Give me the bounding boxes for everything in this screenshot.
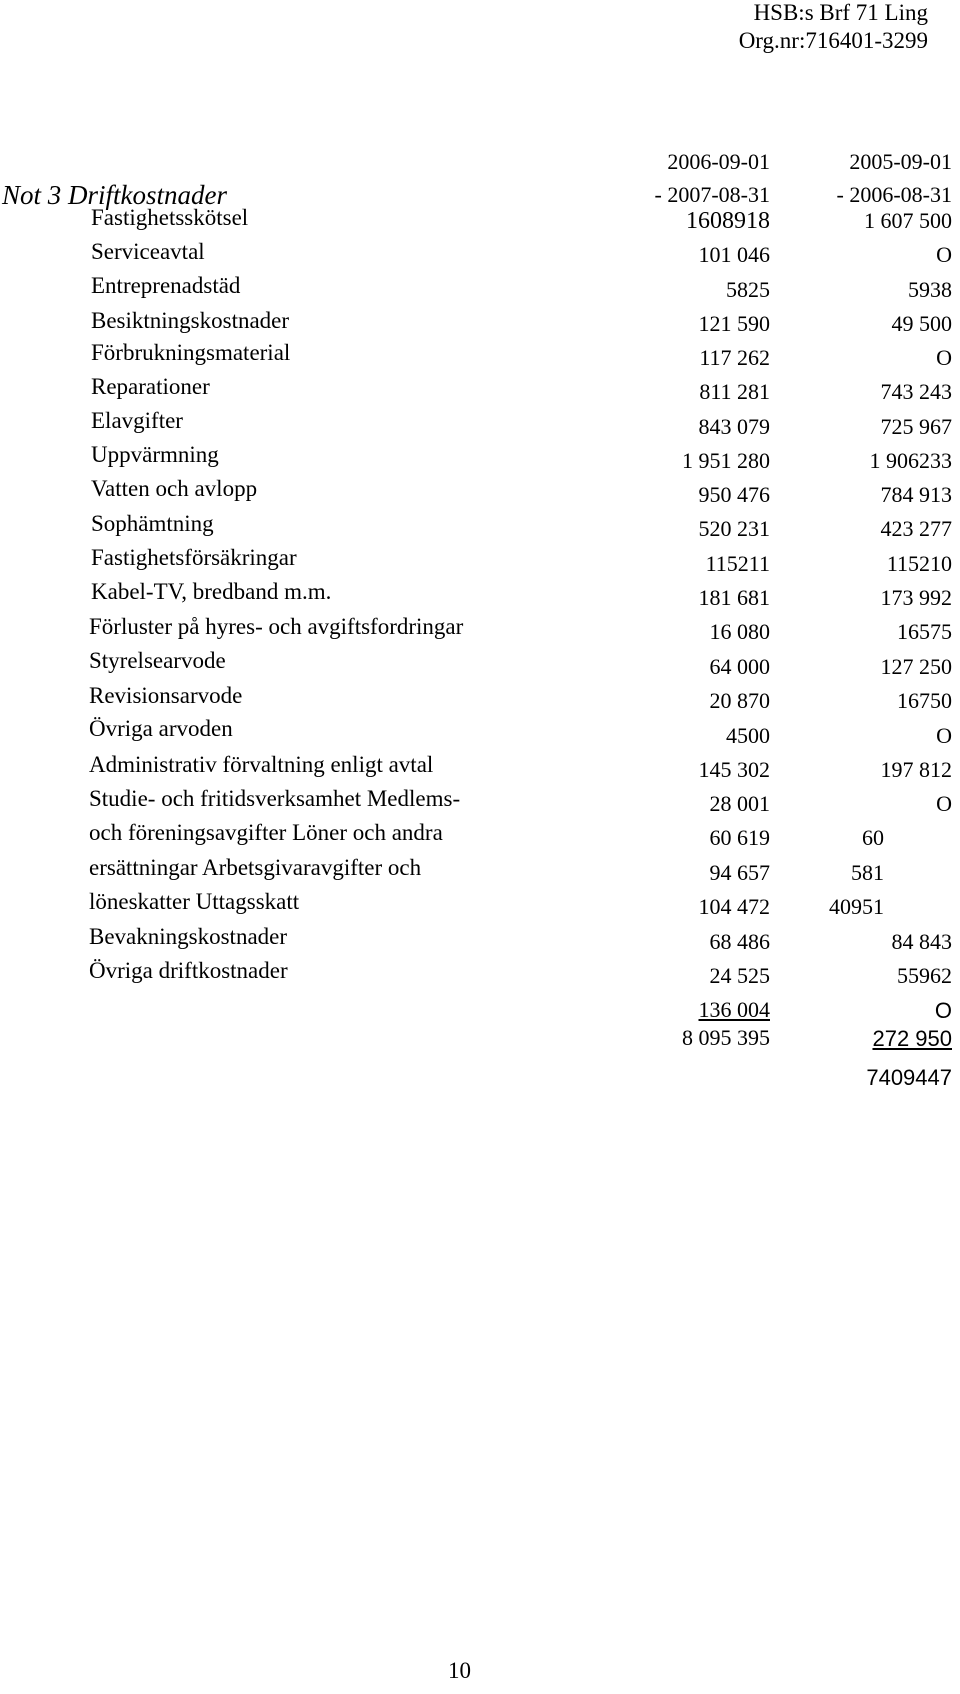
page-number: 10	[448, 1658, 471, 1683]
org-name: HSB:s Brf 71 Ling	[753, 0, 928, 25]
col1-total: 8 095 395	[682, 1025, 770, 1050]
col2-value: 16575	[897, 619, 952, 644]
cost-label: Vatten och avlopp	[91, 476, 258, 501]
col2-value: 423 277	[880, 516, 952, 541]
col1-value: 16 080	[709, 619, 770, 644]
cost-label: Fastighetsskötsel	[91, 205, 249, 230]
cost-label: Övriga driftkostnader	[89, 958, 288, 983]
col1-value: 950 476	[698, 482, 770, 507]
col1-value: 136 004	[698, 997, 770, 1022]
col2-value: 581	[851, 860, 884, 885]
col2-value: O	[936, 345, 952, 370]
col1-value: 843 079	[698, 414, 770, 439]
cost-label: Kabel-TV, bredband m.m.	[91, 579, 332, 604]
col1-value: 68 486	[709, 929, 770, 954]
col1-value: 64 000	[709, 654, 770, 679]
cost-label: Styrelsearvode	[89, 648, 226, 673]
col2-value: 60	[862, 825, 884, 850]
cost-label: Övriga arvoden	[89, 716, 233, 741]
col2-period-start: 2005-09-01	[849, 149, 952, 174]
cost-label: Uppvärmning	[91, 442, 219, 467]
col1-value: 60 619	[709, 825, 770, 850]
col1-value: 121 590	[698, 311, 770, 336]
cost-label: Bevakningskostnader	[89, 924, 288, 949]
col2-grand-total: 7409447	[866, 1065, 952, 1090]
col1-value: 101 046	[698, 242, 770, 267]
col1-value: 117 262	[699, 345, 770, 370]
col2-value: 127 250	[880, 654, 952, 679]
col1-value: 5825	[726, 277, 770, 302]
cost-label: Förbrukningsmaterial	[91, 340, 291, 365]
col1-value: 115211	[705, 551, 770, 576]
col2-value: O	[934, 998, 952, 1023]
col2-value: 173 992	[880, 585, 952, 610]
col1-value: 28 001	[709, 791, 770, 816]
col1-period-end: - 2007-08-31	[654, 182, 770, 207]
cost-label: Revisionsarvode	[89, 683, 243, 708]
cost-label: Förluster på hyres- och avgiftsfordringar	[89, 614, 464, 639]
col2-value: 1 607 500	[864, 208, 952, 233]
col1-value: 1 951 280	[682, 448, 770, 473]
cost-label: ersättningar Arbetsgivaravgifter och	[89, 855, 422, 880]
col2-value: 84 843	[891, 929, 952, 954]
cost-label: Besiktningskostnader	[91, 308, 290, 333]
col2-value: 725 967	[880, 414, 952, 439]
col2-total: 272 950	[872, 1026, 952, 1051]
cost-label: Serviceavtal	[91, 239, 205, 264]
cost-label: Reparationer	[91, 374, 210, 399]
cost-label: Elavgifter	[91, 408, 183, 433]
cost-label: Sophämtning	[91, 511, 214, 536]
col1-value: 104 472	[698, 894, 770, 919]
cost-label: löneskatter Uttagsskatt	[89, 889, 300, 914]
col2-value: 40951	[829, 894, 884, 919]
org-number: Org.nr:716401-3299	[738, 28, 928, 53]
note-title: Not 3 Driftkostnader	[2, 180, 228, 210]
col2-value: 49 500	[891, 311, 952, 336]
cost-label: Fastighetsförsäkringar	[91, 545, 297, 570]
col2-period-end: - 2006-08-31	[836, 182, 952, 207]
col2-value: 1 906233	[869, 448, 952, 473]
col1-value: 1608918	[686, 208, 770, 234]
col2-value: 5938	[908, 277, 952, 302]
col1-value: 181 681	[698, 585, 770, 610]
col1-period-start: 2006-09-01	[667, 149, 770, 174]
col1-value: 811 281	[699, 379, 770, 404]
col2-value: 55962	[897, 963, 952, 988]
col2-value: O	[936, 791, 952, 816]
col2-value: 784 913	[880, 482, 952, 507]
col1-value: 145 302	[698, 757, 770, 782]
col2-value: 197 812	[880, 757, 952, 782]
col2-value: O	[936, 723, 952, 748]
col1-value: 4500	[726, 723, 770, 748]
col1-value: 520 231	[698, 516, 770, 541]
col2-value: 115210	[886, 551, 952, 576]
cost-label: Entreprenadstäd	[91, 273, 241, 298]
col2-value: O	[936, 242, 952, 267]
cost-label: Administrativ förvaltning enligt avtal	[89, 752, 434, 777]
col1-value: 24 525	[709, 963, 770, 988]
col2-value: 743 243	[880, 379, 952, 404]
col1-value: 20 870	[709, 688, 770, 713]
col2-value: 16750	[897, 688, 952, 713]
cost-label: och föreningsavgifter Löner och andra	[89, 820, 443, 845]
cost-label: Studie- och fritidsverksamhet Medlems-	[89, 786, 461, 811]
col1-value: 94 657	[709, 860, 770, 885]
